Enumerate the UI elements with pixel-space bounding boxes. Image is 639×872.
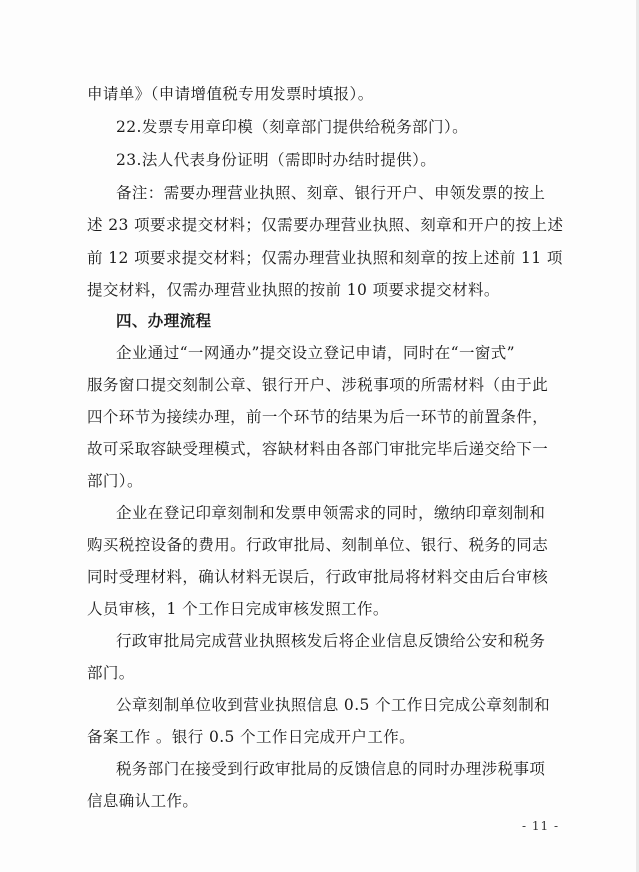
paragraph-4-line-2: 备案工作 。银行 0.5 个工作日完成开户工作。 [87,728,416,746]
paragraph-2-line-2: 购买税控设备的费用。行政审批局、刻制单位、银行、税务的同志 [87,536,549,554]
paragraph-2-line-1: 企业在登记印章刻制和发票申领需求的同时，缴纳印章刻制和 [116,504,546,522]
section-heading: 四、办理流程 [116,312,212,330]
text-line-1: 申请单》（申请增值税专用发票时填报）。 [87,85,374,103]
paragraph-5-line-2: 信息确认工作。 [87,792,199,810]
item-22: 22.发票专用章印模（刻章部门提供给税务部门）。 [116,118,469,136]
paragraph-4-line-1: 公章刻制单位收到营业执照信息 0.5 个工作日完成公章刻制和 [116,696,551,714]
paragraph-2-line-4: 人员审核，1 个工作日完成审核发照工作。 [87,600,389,618]
paragraph-1-line-4: 故可采取容缺受理模式，容缺材料由各部门审批完毕后递交给下一 [87,440,549,458]
remark-line-3: 前 12 项要求提交材料；仅需办理营业执照和刻章的按上述前 11 项 [87,249,563,267]
page-number: - 11 - [522,819,560,833]
paragraph-1-line-5: 部门）。 [87,472,143,490]
remark-line-4: 提交材料，仅需办理营业执照的按前 10 项要求提交材料。 [87,281,500,299]
paragraph-3-line-1: 行政审批局完成营业执照核发后将企业信息反馈给公安和税务 [116,632,546,650]
item-23: 23.法人代表身份证明（需即时办结时提供）。 [116,151,437,169]
paragraph-2-line-3: 同时受理材料，确认材料无误后，行政审批局将材料交由后台审核 [87,568,549,586]
remark-line-1: 备注：需要办理营业执照、刻章、银行开户、申领发票的按上 [116,184,546,202]
paragraph-1-line-1: 企业通过“一网通办”提交设立登记申请，同时在“一窗式” [116,344,515,362]
paragraph-3-line-2: 部门。 [87,664,135,682]
paragraph-1-line-3: 四个环节为接续办理，前一个环节的结果为后一环节的前置条件， [87,408,549,426]
paragraph-1-line-2: 服务窗口提交刻制公章、银行开户、涉税事项的所需材料（由于此 [87,376,549,394]
paragraph-5-line-1: 税务部门在接受到行政审批局的反馈信息的同时办理涉税事项 [116,760,546,778]
remark-line-2: 述 23 项要求提交材料；仅需要办理营业执照、刻章和开户的按上述 [87,216,564,234]
